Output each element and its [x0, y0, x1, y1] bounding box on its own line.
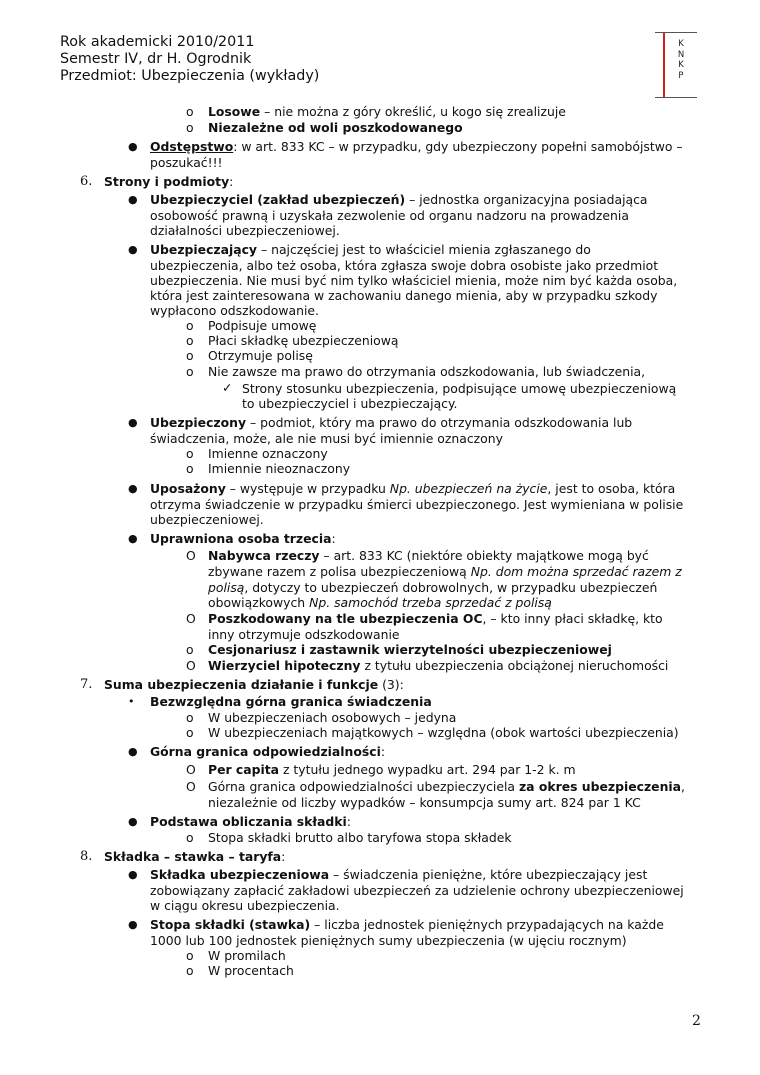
document-header — [60, 34, 319, 85]
text-line: to ubezpieczyciel i ubezpieczający. — [242, 396, 458, 411]
bullet-icon: ● — [128, 416, 138, 429]
list-item-bezwzgledna: Bezwzględna górna granica świadczenia — [150, 694, 432, 709]
text-line: zobowiązany zapłacić zakładowi ubezpieczeń za udzielenie ochrony ubezpieczeniowej — [150, 883, 684, 898]
section-number: 8. — [80, 849, 93, 864]
text-line: poszukać!!! — [150, 155, 223, 170]
text-line: ubezpieczenia. Nie musi być nim tylko właściciel mienia, może nim być każda osoba, — [150, 273, 678, 288]
bullet-icon: ● — [128, 745, 138, 758]
page-number: 2 — [692, 1013, 701, 1029]
list-item-stopa-skladki: Stopa składki (stawka) – liczba jednostek pieniężnych przypadających na każde — [150, 917, 664, 932]
bullet-icon: ● — [128, 243, 138, 256]
circle-bullet-icon: o — [186, 963, 194, 978]
list-item-strony: Strony stosunku ubezpieczenia, podpisujące umowę ubezpieczeniową — [242, 381, 677, 396]
logo-red-bar — [663, 33, 665, 97]
text-line: obowiązkowych Np. samochód trzeba sprzedać z polisą — [208, 595, 552, 610]
text-line: osobowość prawną i uzyskała zezwolenie od organu nadzoru na prowadzenia — [150, 208, 629, 223]
list-item-odstepstwo: Odstępstwo: w art. 833 KC – w przypadku, gdy ubezpieczony popełni samobójstwo – — [150, 139, 683, 154]
knkp-logo — [655, 32, 697, 98]
text-line: otrzyma świadczenie w przypadku śmierci ubezpieczonego. Jest wymieniana w polisie — [150, 497, 684, 512]
section-heading-suma: Suma ubezpieczenia działanie i funkcje (3): — [104, 677, 404, 692]
section-heading-strony: Strony i podmioty: — [104, 174, 234, 189]
circle-bullet-icon: O — [186, 658, 196, 673]
header-semester: Semestr IV, dr H. Ogrodnik — [60, 51, 252, 67]
list-item-poszkodowany: Poszkodowany na tle ubezpieczenia OC, – kto inny płaci składkę, kto — [208, 611, 663, 626]
text-line: inny otrzymuje odszkodowanie — [208, 627, 400, 642]
circle-bullet-icon: o — [186, 333, 194, 348]
list-item-podstawa: Podstawa obliczania składki: — [150, 814, 351, 829]
section-number: 7. — [80, 677, 93, 692]
bullet-icon: ● — [128, 918, 138, 931]
list-item-ubezpieczony: Ubezpieczony – podmiot, który ma prawo do otrzymania odszkodowania lub — [150, 415, 633, 430]
list-item: W promilach — [208, 948, 286, 963]
list-item-losowe: Losowe – nie można z góry określić, u kogo się zrealizuje — [208, 104, 566, 119]
bullet-icon: ● — [128, 193, 138, 206]
circle-bullet-icon: o — [186, 318, 194, 333]
list-item-uprawniona: Uprawniona osoba trzecia: — [150, 531, 336, 546]
list-item: Imienne oznaczony — [208, 446, 328, 461]
bullet-icon: ● — [128, 532, 138, 545]
list-item-ubezpieczajacy: Ubezpieczający – najczęściej jest to właściciel mienia zgłaszanego do — [150, 242, 591, 257]
circle-bullet-icon: o — [186, 364, 194, 379]
section-heading-skladka: Składka – stawka – taryfa: — [104, 849, 286, 864]
circle-bullet-icon: o — [186, 461, 194, 476]
text-line: która jest zainteresowana w zachowaniu danego mienia, aby w przypadku szkody — [150, 288, 658, 303]
circle-bullet-icon: o — [186, 446, 194, 461]
circle-bullet-icon: o — [186, 642, 194, 657]
section-number: 6. — [80, 174, 93, 189]
circle-bullet-icon: o — [186, 104, 194, 119]
list-item: Nie zawsze ma prawo do otrzymania odszkodowania, lub świadczenia, — [208, 364, 646, 379]
circle-bullet-icon: o — [186, 348, 194, 363]
list-item-per-capita: Per capita z tytułu jednego wypadku art. 294 par 1-2 k. m — [208, 762, 576, 777]
list-item-uposazony: Uposażony – występuje w przypadku Np. ubezpieczeń na życie, jest to osoba, która — [150, 481, 676, 496]
circle-bullet-icon: O — [186, 548, 196, 563]
text-line: 1000 lub 100 jednostek pieniężnych sumy ubezpieczenia (w ujęciu rocznym) — [150, 933, 627, 948]
text-line: zbywane razem z polisa ubezpieczeniową Np. dom można sprzedać razem z — [208, 564, 682, 579]
text-line: niezależnie od liczby wypadków – konsumpcja sumy art. 824 par 1 KC — [208, 795, 641, 810]
bullet-icon: ● — [128, 482, 138, 495]
text-line: w ciągu okresu ubezpieczenia. — [150, 898, 340, 913]
circle-bullet-icon: o — [186, 725, 194, 740]
circle-bullet-icon: O — [186, 762, 196, 777]
circle-bullet-icon: o — [186, 710, 194, 725]
list-item: Podpisuje umowę — [208, 318, 317, 333]
list-item: Płaci składkę ubezpieczeniową — [208, 333, 399, 348]
list-item: Imiennie nieoznaczony — [208, 461, 351, 476]
list-item: W ubezpieczeniach majątkowych – względna (obok wartości ubezpieczenia) — [208, 725, 679, 740]
bullet-icon: ● — [128, 140, 138, 153]
list-item: Otrzymuje polisę — [208, 348, 313, 363]
list-item: W procentach — [208, 963, 294, 978]
list-item-okres: Górna granica odpowiedzialności ubezpieczyciela za okres ubezpieczenia, — [208, 779, 685, 794]
circle-bullet-icon: O — [186, 611, 196, 626]
circle-bullet-icon: O — [186, 779, 196, 794]
header-academic-year: Rok akademicki 2010/2011 — [60, 34, 255, 50]
checkmark-icon: ✓ — [222, 380, 233, 395]
circle-bullet-icon: o — [186, 830, 194, 845]
bullet-icon: ● — [128, 815, 138, 828]
bullet-icon: • — [128, 695, 135, 708]
list-item-skladka-ubezp: Składka ubezpieczeniowa – świadczenia pieniężne, które ubezpieczający jest — [150, 867, 648, 882]
text-line: ubezpieczenia, albo też osoba, która zgłasza swoje dobra osobiste jako przedmiot — [150, 258, 659, 273]
circle-bullet-icon: o — [186, 948, 194, 963]
text-line: wypłacono odszkodowanie. — [150, 303, 319, 318]
header-subject: Przedmiot: Ubezpieczenia (wykłady) — [60, 68, 320, 84]
text-line: świadczenia, może, ale nie musi być imiennie oznaczony — [150, 431, 503, 446]
circle-bullet-icon: o — [186, 120, 194, 135]
list-item-niezalezne: Niezależne od woli poszkodowanego — [208, 120, 463, 135]
list-item: W ubezpieczeniach osobowych – jedyna — [208, 710, 457, 725]
text-line: działalności ubezpieczeniowej. — [150, 223, 340, 238]
text-line: ubezpieczeniowej. — [150, 512, 264, 527]
list-item-ubezpieczyciel: Ubezpieczyciel (zakład ubezpieczeń) – jednostka organizacyjna posiadająca — [150, 192, 648, 207]
logo-letters: K N K P — [677, 39, 685, 81]
list-item: Stopa składki brutto albo taryfowa stopa składek — [208, 830, 512, 845]
list-item-cesjonariusz: Cesjonariusz i zastawnik wierzytelności ubezpieczeniowej — [208, 642, 612, 657]
list-item-nabywca: Nabywca rzeczy – art. 833 KC (niektóre obiekty majątkowe mogą być — [208, 548, 649, 563]
list-item-gorna-granica: Górna granica odpowiedzialności: — [150, 744, 386, 759]
text-line: polisą, dotyczy to ubezpieczeń dobrowolnych, w przypadku ubezpieczeń — [208, 580, 658, 595]
bullet-icon: ● — [128, 868, 138, 881]
list-item-wierzyciel: Wierzyciel hipoteczny z tytułu ubezpieczenia obciążonej nieruchomości — [208, 658, 669, 673]
